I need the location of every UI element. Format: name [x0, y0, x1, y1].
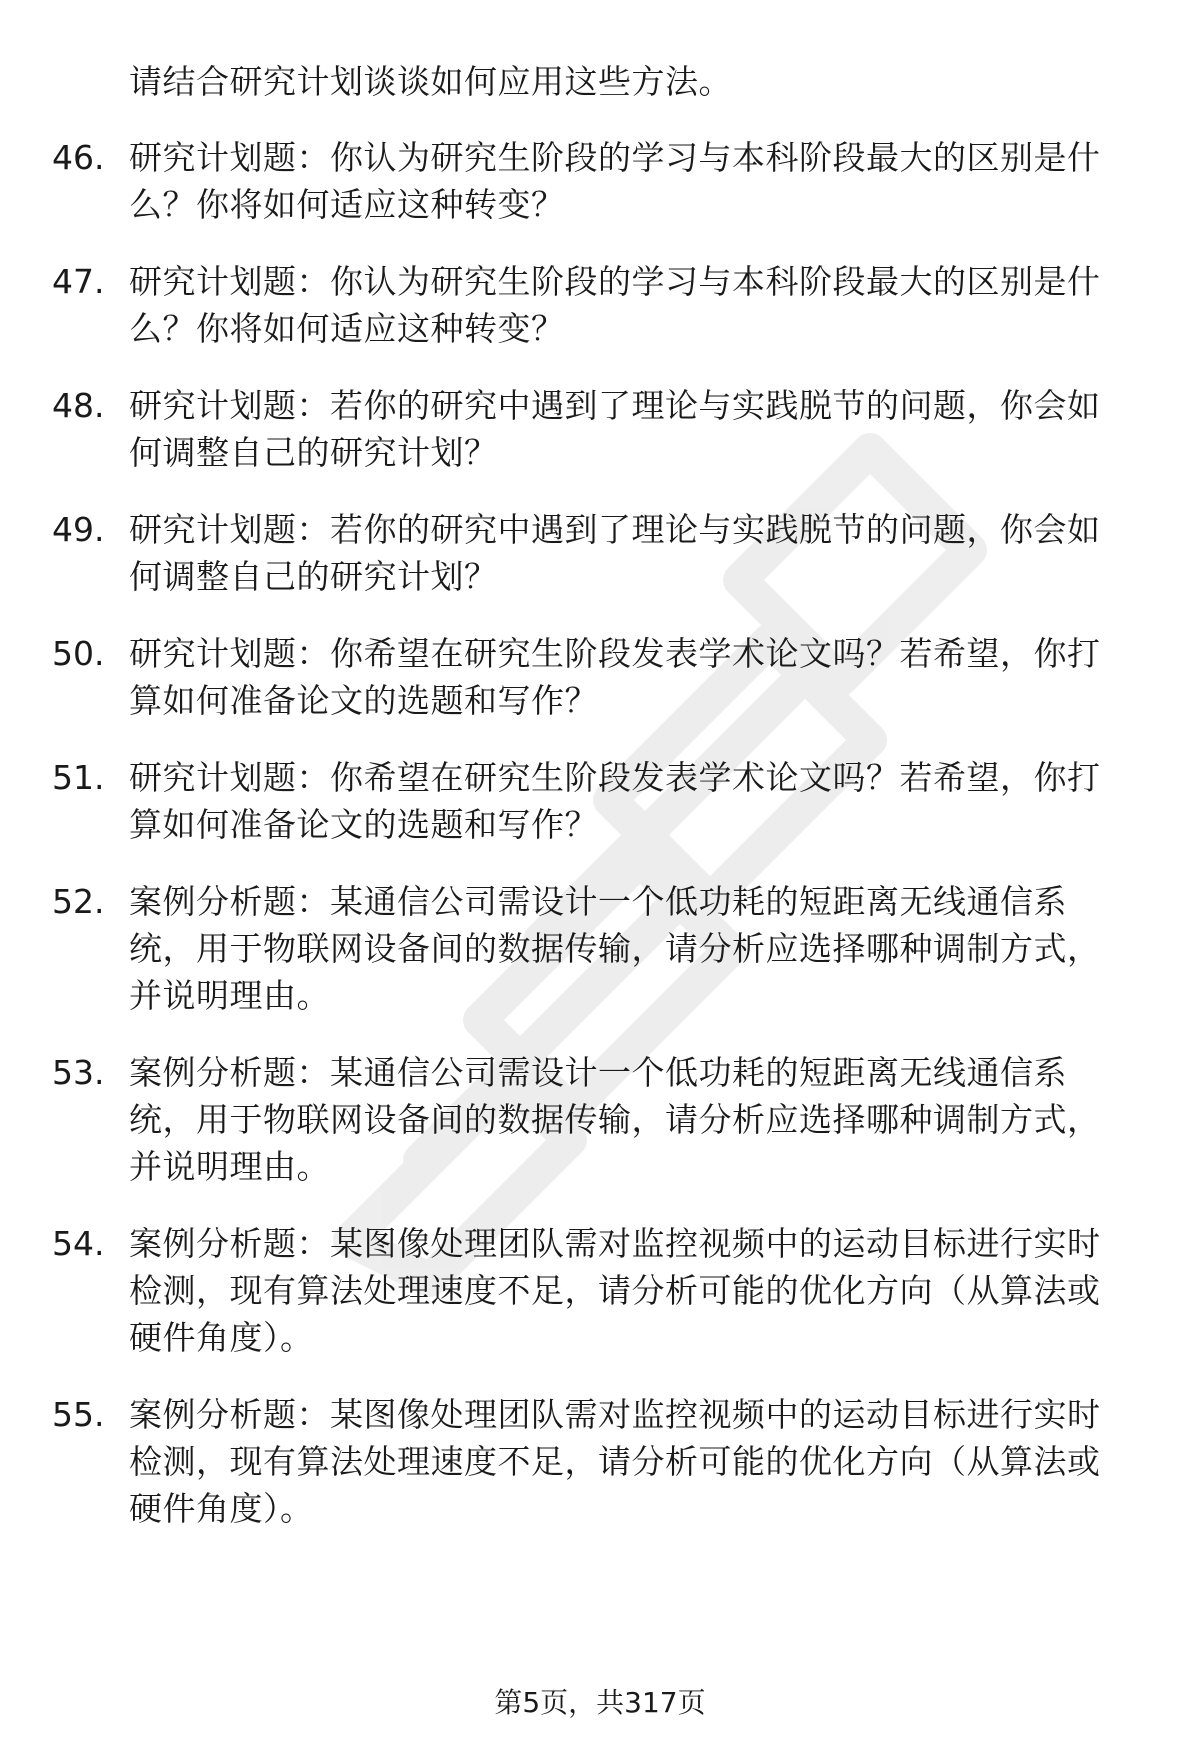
item-text: 研究计划题：你认为研究生阶段的学习与本科阶段最大的区别是什么？你将如何适应这种转变？: [129, 262, 1101, 348]
item-number: 49.: [52, 510, 105, 549]
list-item: [52, 1220, 1142, 1361]
item-number: 52.: [52, 882, 105, 921]
item-number: 46.: [52, 138, 105, 177]
item-number: 50.: [52, 634, 105, 673]
item-number: 53.: [52, 1053, 105, 1092]
list-item: [52, 878, 1142, 1019]
list-item: [52, 382, 1142, 476]
question-list: [52, 58, 1142, 1562]
item-number: 48.: [52, 386, 105, 425]
item-text: 案例分析题：某图像处理团队需对监控视频中的运动目标进行实时检测，现有算法处理速度不足，请分析可能的优化方向（从算法或硬件角度）。: [129, 1395, 1101, 1528]
item-text: 案例分析题：某通信公司需设计一个低功耗的短距离无线通信系统，用于物联网设备间的数据传输，请分析应选择哪种调制方式，并说明理由。: [129, 882, 1101, 1015]
list-item: [52, 1391, 1142, 1532]
list-item: [52, 506, 1142, 600]
list-item: [52, 258, 1142, 352]
list-item: [52, 630, 1142, 724]
list-item: [52, 1049, 1142, 1190]
item-number: 55.: [52, 1395, 105, 1434]
item-number: 47.: [52, 262, 105, 301]
page-footer: 第5页，共317页: [494, 1686, 706, 1719]
item-text: 研究计划题：若你的研究中遇到了理论与实践脱节的问题，你会如何调整自己的研究计划？: [129, 510, 1101, 596]
item-text: 研究计划题：你希望在研究生阶段发表学术论文吗？若希望，你打算如何准备论文的选题和写作？: [129, 758, 1101, 844]
item-text: 案例分析题：某图像处理团队需对监控视频中的运动目标进行实时检测，现有算法处理速度不足，请分析可能的优化方向（从算法或硬件角度）。: [129, 1224, 1101, 1357]
item-number: 51.: [52, 758, 105, 797]
item-text: 研究计划题：你希望在研究生阶段发表学术论文吗？若希望，你打算如何准备论文的选题和写作？: [129, 634, 1101, 720]
item-text: 案例分析题：某通信公司需设计一个低功耗的短距离无线通信系统，用于物联网设备间的数据传输，请分析应选择哪种调制方式，并说明理由。: [129, 1053, 1101, 1186]
item-number: 54.: [52, 1224, 105, 1263]
item-text: 研究计划题：你认为研究生阶段的学习与本科阶段最大的区别是什么？你将如何适应这种转变？: [129, 138, 1101, 224]
list-item: [52, 754, 1142, 848]
item-text: 研究计划题：若你的研究中遇到了理论与实践脱节的问题，你会如何调整自己的研究计划？: [129, 386, 1101, 472]
continuation-text: 请结合研究计划谈谈如何应用这些方法。: [129, 62, 732, 101]
list-item: [52, 134, 1142, 228]
